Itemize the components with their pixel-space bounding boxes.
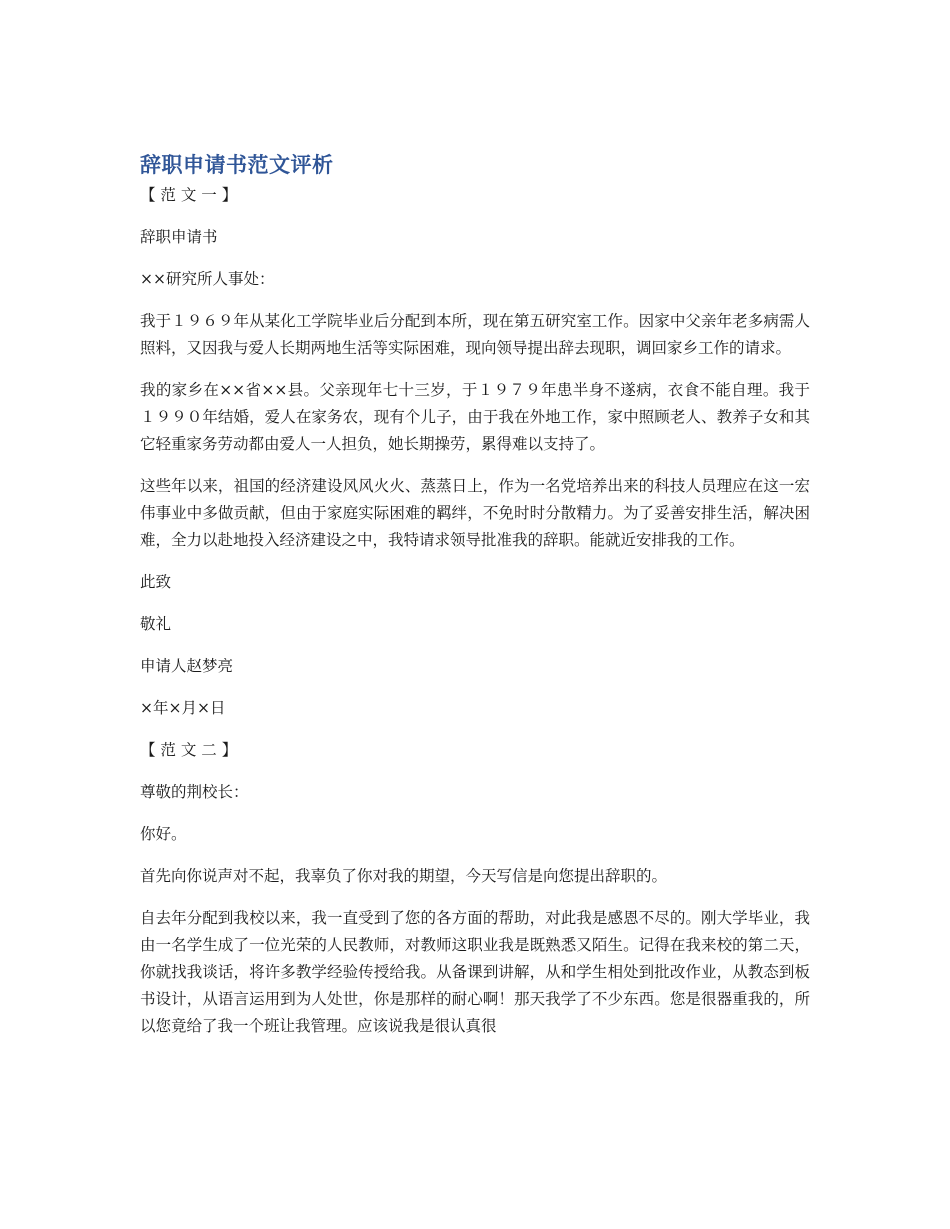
letter-addressee: 尊敬的荆校长： — [140, 783, 249, 801]
letter-title: 辞职申请书 — [140, 228, 218, 246]
section-heading-sample-2: 【 范 文 二 】 — [140, 741, 238, 759]
signature: 申请人赵梦亮 — [140, 657, 234, 675]
document-title: 辞职申请书范文评析 — [140, 153, 334, 177]
body-paragraph: 我于１９６９年从某化工学院毕业后分配到本所，现在第五研究室工作。因家中父亲年老多病需人照料，又因我与爱人长期两地生活等实际困难，现向领导提出辞去现职，调回家乡工作的请求。 — [140, 312, 810, 357]
body-paragraph: 这些年以来，祖国的经济建设风风火火、蒸蒸日上，作为一名党培养出来的科技人员理应在这一宏伟事业中多做贡献，但由于家庭实际困难的羁绊，不免时时分散精力。为了妥善安排生活，解决困难，全力以赴地投入经济建设之中，我特请求领导批准我的辞职。能就近安排我的工作。 — [140, 477, 810, 549]
letter-addressee: ××研究所人事处： — [140, 270, 275, 288]
body-paragraph: 我的家乡在××省××县。父亲现年七十三岁，于１９７９年患半身不遂病，衣食不能自理。我于１９９０年结婚，爱人在家务农，现有个儿子，由于我在外地工作，家中照顾老人、教养子女和其它轻重家务劳动都由爱人一人担负，她长期操劳，累得难以支持了。 — [140, 381, 810, 453]
section-heading-sample-1: 【 范 文 一 】 — [140, 186, 238, 204]
body-paragraph: 首先向你说声对不起，我辜负了你对我的期望，今天写信是向您提出辞职的。 — [140, 867, 668, 885]
greeting: 你好。 — [140, 825, 187, 843]
closing-regards: 敬礼 — [140, 615, 172, 633]
body-paragraph: 自去年分配到我校以来，我一直受到了您的各方面的帮助，对此我是感恩不尽的。刚大学毕业，我由一名学生成了一位光荣的人民教师，对教师这职业我是既熟悉又陌生。记得在我来校的第二天，你就找我谈话，将许多教学经验传授给我。从备课到讲解，从和学生相处到批改作业，从教态到板书设计，从语言运用到为人处世，你是那样的耐心啊！那天我学了不少东西。您是很器重我的，所以您竟给了我一个班让我管理。应该说我是很认真很 — [140, 909, 810, 1035]
date-line: ×年×月×日 — [140, 699, 226, 717]
closing-salutation: 此致 — [140, 573, 172, 591]
document-page — [140, 150, 810, 1055]
